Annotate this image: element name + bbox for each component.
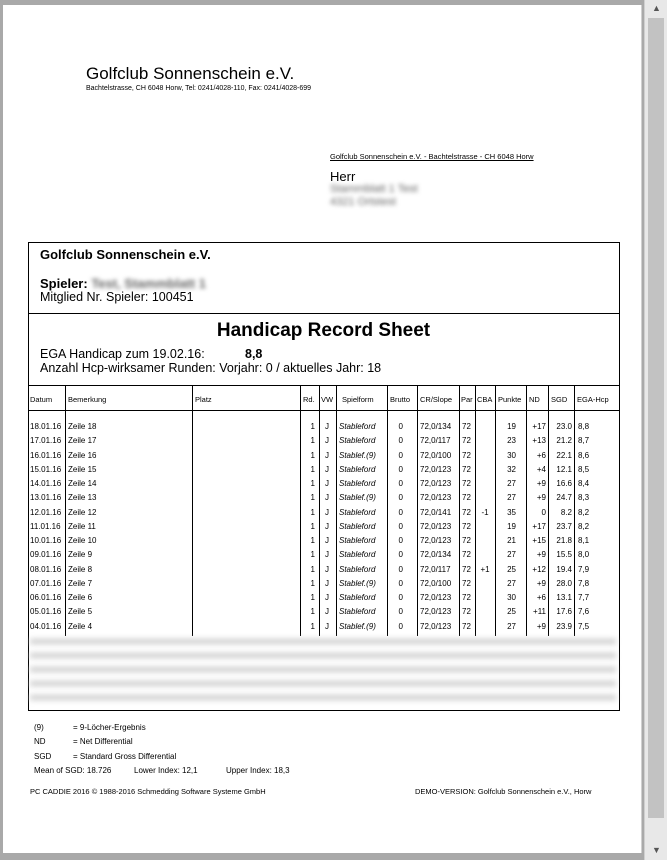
table-row [0, 493, 667, 507]
cell-sgd: 16.6 [556, 479, 572, 488]
cell-punkte: 27 [507, 621, 516, 631]
ega-value: 8,8 [245, 347, 263, 361]
cell-ega-hcp: 7,7 [578, 593, 590, 602]
cell-punkte: 27 [507, 578, 516, 588]
cell-rd: 1 [310, 521, 315, 531]
cell-vw: J [325, 464, 329, 474]
player-label: Spieler: [40, 276, 88, 291]
cell-par: 72 [462, 464, 471, 474]
col-header-datum: Datum [30, 395, 53, 404]
cell-vw: J [325, 521, 329, 531]
cell-spielform: Stableford [339, 607, 376, 617]
cell-datum: 04.01.16 [30, 621, 62, 631]
cell-sgd: 17.6 [556, 607, 572, 617]
divider [28, 313, 619, 314]
cell-cr-slope: 72,0/100 [420, 450, 452, 460]
cell-rd: 1 [310, 493, 315, 503]
cell-cr-slope: 72,0/100 [420, 578, 452, 588]
cell-par: 72 [462, 436, 471, 446]
table-row [0, 607, 667, 621]
col-header-brutto: Brutto [390, 395, 411, 404]
cell-ega-hcp: 8,3 [578, 493, 590, 503]
cell-rd: 1 [310, 593, 315, 602]
table-row [0, 522, 667, 536]
cell-vw: J [325, 479, 329, 488]
cell-nd: 0 [541, 507, 546, 517]
letterhead-address: Bachtelstrasse, CH 6048 Horw, Tel: 0241/4028-110, Fax: 0241/4028-699 [86, 85, 312, 92]
cell-cr-slope: 72,0/123 [420, 536, 452, 545]
cell-ega-hcp: 8,8 [578, 422, 590, 431]
cell-nd: +9 [536, 550, 546, 560]
cell-cba: +1 [480, 564, 490, 574]
cell-bemerkung: Zeile 14 [68, 479, 97, 488]
divider [28, 385, 619, 386]
cell-sgd: 24.7 [556, 493, 572, 503]
cell-ega-hcp: 8,0 [578, 550, 590, 560]
cell-cr-slope: 72,0/117 [420, 564, 451, 574]
cell-par: 72 [462, 550, 471, 560]
cell-punkte: 27 [507, 550, 516, 560]
cell-sgd: 15.5 [556, 550, 572, 560]
cell-vw: J [325, 536, 329, 545]
cell-cr-slope: 72,0/123 [420, 621, 452, 631]
divider [28, 710, 619, 711]
table-row [0, 479, 667, 493]
cell-nd: +9 [536, 621, 546, 631]
table-row [0, 536, 667, 550]
cell-spielform: Stablef.(9) [339, 450, 376, 460]
mean-sgd: Mean of SGD: 18.726 [34, 766, 112, 775]
footer-demo-version: DEMO-VERSION: Golfclub Sonnenschein e.V., Horw [415, 787, 592, 796]
cell-cr-slope: 72,0/134 [420, 550, 452, 560]
table-row [0, 451, 667, 465]
cell-nd: +17 [532, 422, 546, 431]
cell-par: 72 [462, 493, 471, 503]
cell-punkte: 21 [507, 536, 516, 545]
cell-cr-slope: 72,0/123 [420, 593, 452, 602]
legend-val-nd: = Net Differential [73, 737, 133, 746]
cell-punkte: 19 [507, 422, 516, 431]
cell-rd: 1 [310, 422, 315, 431]
cell-datum: 14.01.16 [30, 479, 62, 488]
col-header-sgd: SGD [551, 395, 568, 404]
cell-par: 72 [462, 479, 471, 488]
cell-nd: +13 [532, 436, 546, 446]
cell-nd: +17 [532, 521, 546, 531]
scrollbar-thumb[interactable] [648, 18, 664, 818]
cell-ega-hcp: 8,7 [578, 436, 590, 446]
blurred-row [30, 667, 616, 672]
cell-spielform: Stableford [339, 436, 376, 446]
cell-brutto: 0 [398, 621, 403, 631]
cell-ega-hcp: 7,9 [578, 564, 590, 574]
sheet-title: Handicap Record Sheet [216, 320, 431, 341]
cell-datum: 13.01.16 [30, 493, 62, 503]
cell-sgd: 21.2 [556, 436, 572, 446]
cell-bemerkung: Zeile 8 [68, 564, 93, 574]
cell-par: 72 [462, 422, 471, 431]
rounds-line: Anzahl Hcp-wirksamer Runden: Vorjahr: 0 / aktuelles Jahr: 18 [40, 361, 382, 375]
cell-vw: J [325, 422, 329, 431]
cell-sgd: 22.1 [556, 450, 572, 460]
cell-bemerkung: Zeile 12 [68, 507, 97, 517]
cell-par: 72 [462, 536, 471, 545]
cell-rd: 1 [310, 607, 315, 617]
col-header-cba: CBA [477, 395, 493, 404]
cell-cr-slope: 72,0/123 [420, 521, 452, 531]
cell-par: 72 [462, 607, 471, 617]
cell-spielform: Stableford [339, 464, 376, 474]
cell-punkte: 32 [507, 464, 516, 474]
cell-brutto: 0 [398, 422, 403, 431]
cell-nd: +6 [536, 450, 546, 460]
cell-ega-hcp: 8,2 [578, 507, 590, 517]
cell-brutto: 0 [398, 521, 403, 531]
cell-rd: 1 [310, 564, 315, 574]
cell-sgd: 8.2 [560, 507, 572, 517]
divider [28, 410, 619, 411]
member-number: Mitglied Nr. Spieler: 100451 [40, 290, 194, 304]
cell-datum: 11.01.16 [30, 521, 61, 531]
cell-punkte: 27 [507, 493, 516, 503]
cell-bemerkung: Zeile 11 [68, 521, 96, 531]
col-header-ega-hcp: EGA-Hcp [577, 395, 609, 404]
table-row [0, 436, 667, 450]
cell-datum: 15.01.16 [30, 464, 62, 474]
box-club-name: Golfclub Sonnenschein e.V. [40, 247, 211, 262]
blurred-rows [30, 635, 616, 705]
cell-sgd: 23.9 [556, 621, 572, 631]
cell-vw: J [325, 493, 329, 503]
cell-punkte: 25 [507, 607, 516, 617]
cell-ega-hcp: 8,6 [578, 450, 590, 460]
blurred-row [30, 639, 616, 644]
cell-sgd: 13.1 [556, 593, 572, 602]
cell-vw: J [325, 450, 329, 460]
cell-sgd: 28.0 [556, 578, 572, 588]
table-row [0, 579, 667, 593]
col-header-rd: Rd. [303, 395, 315, 404]
col-header-bemerkung: Bemerkung [68, 395, 107, 404]
cell-spielform: Stableford [339, 479, 376, 488]
cell-cr-slope: 72,0/123 [420, 607, 452, 617]
cell-par: 72 [462, 578, 471, 588]
col-header-punkte: Punkte [498, 395, 522, 404]
table-row [0, 550, 667, 564]
cell-par: 72 [462, 521, 471, 531]
cell-spielform: Stableford [339, 550, 376, 560]
cell-punkte: 19 [507, 521, 516, 531]
cell-vw: J [325, 621, 329, 631]
cell-sgd: 19.4 [556, 564, 572, 574]
cell-cr-slope: 72,0/134 [420, 422, 452, 431]
cell-par: 72 [462, 450, 471, 460]
cell-bemerkung: Zeile 17 [68, 436, 97, 446]
footer-copyright: PC CADDIE 2016 © 1988-2016 Schmedding Software Systeme GmbH [30, 787, 266, 796]
cell-rd: 1 [310, 536, 315, 545]
col-header-cr-slope: CR/Slope [420, 395, 453, 404]
cell-vw: J [325, 436, 329, 446]
cell-cr-slope: 72,0/123 [420, 464, 452, 474]
cell-brutto: 0 [398, 593, 403, 602]
blurred-row [30, 681, 616, 686]
cell-spielform: Stableford [339, 422, 376, 431]
cell-rd: 1 [310, 479, 315, 488]
ega-label: EGA Handicap zum 19.02.16: [40, 347, 205, 361]
cell-cr-slope: 72,0/141 [420, 507, 452, 517]
cell-nd: +9 [536, 479, 546, 488]
cell-sgd: 21.8 [556, 536, 572, 545]
cell-vw: J [325, 550, 329, 560]
table-row [0, 593, 667, 607]
cell-spielform: Stablef.(9) [339, 493, 376, 503]
table-row [0, 565, 667, 579]
cell-vw: J [325, 564, 329, 574]
legend-val-9: = 9-Löcher-Ergebnis [73, 723, 146, 732]
cell-datum: 05.01.16 [30, 607, 62, 617]
cell-cr-slope: 72,0/123 [420, 479, 452, 488]
cell-brutto: 0 [398, 578, 403, 588]
cell-sgd: 12.1 [556, 464, 572, 474]
cell-spielform: Stableford [339, 507, 376, 517]
recipient-city: 4321 Ortstest [330, 196, 397, 208]
col-header-spielform: Spielform [342, 395, 374, 404]
cell-punkte: 30 [507, 450, 516, 460]
scroll-up-icon[interactable]: ▲ [652, 3, 661, 13]
cell-nd: +12 [532, 564, 546, 574]
cell-nd: +6 [536, 593, 546, 602]
cell-nd: +9 [536, 493, 546, 503]
cell-vw: J [325, 507, 329, 517]
cell-ega-hcp: 8,2 [578, 521, 590, 531]
cell-rd: 1 [310, 450, 315, 460]
blurred-row [30, 653, 616, 658]
cell-ega-hcp: 8,1 [578, 536, 590, 545]
cell-spielform: Stableford [339, 593, 376, 602]
cell-nd: +4 [536, 464, 546, 474]
cell-bemerkung: Zeile 9 [68, 550, 93, 560]
table-row [0, 465, 667, 479]
cell-brutto: 0 [398, 493, 403, 503]
cell-brutto: 0 [398, 436, 403, 446]
cell-par: 72 [462, 564, 471, 574]
col-header-par: Par [461, 395, 473, 404]
cell-cr-slope: 72,0/117 [420, 436, 451, 446]
player-line [40, 276, 206, 291]
cell-vw: J [325, 578, 329, 588]
legend-key-sgd: SGD [34, 752, 52, 761]
letterhead-club-name: Golfclub Sonnenschein e.V. [86, 64, 295, 83]
cell-spielform: Stablef.(9) [339, 578, 376, 588]
cell-rd: 1 [310, 550, 315, 560]
cell-bemerkung: Zeile 10 [68, 536, 97, 545]
cell-par: 72 [462, 593, 471, 602]
cell-spielform: Stableford [339, 536, 376, 545]
cell-vw: J [325, 607, 329, 617]
cell-spielform: Stablef.(9) [339, 621, 376, 631]
cell-bemerkung: Zeile 16 [68, 450, 97, 460]
cell-punkte: 27 [507, 479, 516, 488]
recipient-name: Stammblatt 1 Test [330, 183, 418, 195]
cell-datum: 16.01.16 [30, 450, 62, 460]
cell-spielform: Stableford [339, 564, 376, 574]
cell-nd: +9 [536, 578, 546, 588]
cell-spielform: Stableford [339, 521, 376, 531]
cell-bemerkung: Zeile 13 [68, 493, 97, 503]
cell-datum: 09.01.16 [30, 550, 62, 560]
cell-datum: 17.01.16 [30, 436, 62, 446]
cell-brutto: 0 [398, 550, 403, 560]
cell-ega-hcp: 7,6 [578, 607, 590, 617]
cell-nd: +15 [532, 536, 546, 545]
cell-punkte: 35 [507, 507, 516, 517]
cell-sgd: 23.0 [556, 422, 572, 431]
legend-key-9: (9) [34, 723, 44, 732]
cell-rd: 1 [310, 621, 315, 631]
cell-bemerkung: Zeile 18 [68, 422, 97, 431]
cell-rd: 1 [310, 436, 315, 446]
table-row [0, 422, 667, 436]
cell-cr-slope: 72,0/123 [420, 493, 452, 503]
cell-sgd: 23.7 [556, 521, 572, 531]
cell-ega-hcp: 7,8 [578, 578, 590, 588]
table-row [0, 508, 667, 522]
lower-index: Lower Index: 12,1 [134, 766, 198, 775]
cell-rd: 1 [310, 464, 315, 474]
cell-bemerkung: Zeile 7 [68, 578, 93, 588]
cell-brutto: 0 [398, 607, 403, 617]
cell-bemerkung: Zeile 6 [68, 593, 93, 602]
cell-par: 72 [462, 621, 471, 631]
cell-brutto: 0 [398, 507, 403, 517]
col-header-vw: VW [321, 395, 334, 404]
cell-punkte: 30 [507, 593, 516, 602]
cell-rd: 1 [310, 507, 315, 517]
cell-datum: 08.01.16 [30, 564, 62, 574]
cell-cba: -1 [481, 507, 489, 517]
legend-key-nd: ND [34, 737, 46, 746]
scroll-down-icon[interactable]: ▼ [652, 845, 661, 855]
cell-ega-hcp: 8,4 [578, 479, 590, 488]
sender-line: Golfclub Sonnenschein e.V. - Bachtelstrasse - CH 6048 Horw [330, 152, 534, 161]
upper-index: Upper Index: 18,3 [226, 766, 290, 775]
cell-nd: +11 [533, 607, 546, 617]
cell-punkte: 25 [507, 564, 516, 574]
recipient-salutation: Herr [330, 169, 356, 184]
col-header-platz: Platz [195, 395, 212, 404]
cell-datum: 12.01.16 [30, 507, 62, 517]
legend-val-sgd: = Standard Gross Differential [73, 752, 177, 761]
cell-brutto: 0 [398, 564, 403, 574]
cell-datum: 06.01.16 [30, 593, 62, 602]
cell-datum: 10.01.16 [30, 536, 62, 545]
blurred-row [30, 695, 616, 700]
cell-brutto: 0 [398, 464, 403, 474]
cell-datum: 18.01.16 [30, 422, 62, 431]
cell-ega-hcp: 7,5 [578, 621, 590, 631]
cell-bemerkung: Zeile 15 [68, 464, 97, 474]
cell-brutto: 0 [398, 479, 403, 488]
cell-rd: 1 [310, 578, 315, 588]
player-name: Test, Stammblatt 1 [91, 276, 206, 291]
cell-brutto: 0 [398, 536, 403, 545]
cell-par: 72 [462, 507, 471, 517]
cell-punkte: 23 [507, 436, 516, 446]
cell-brutto: 0 [398, 450, 403, 460]
table-row [0, 622, 667, 636]
col-header-nd: ND [529, 395, 540, 404]
cell-bemerkung: Zeile 5 [68, 607, 93, 617]
cell-bemerkung: Zeile 4 [68, 621, 93, 631]
cell-ega-hcp: 8,5 [578, 464, 590, 474]
cell-datum: 07.01.16 [30, 578, 62, 588]
cell-vw: J [325, 593, 329, 602]
